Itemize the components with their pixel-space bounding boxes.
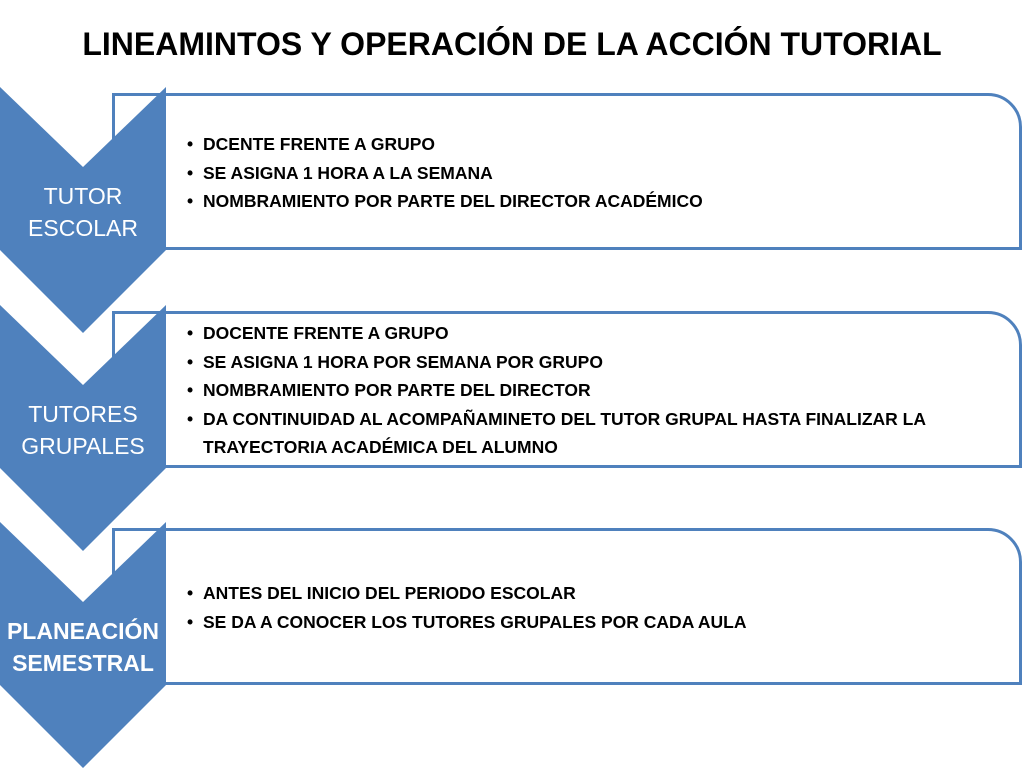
- chevron-label-line: TUTOR: [43, 183, 123, 209]
- section-box-planeacion-semestral: [112, 528, 1022, 685]
- list-item: • DOCENTE FRENTE A GRUPO: [187, 319, 995, 348]
- list-item: • NOMBRAMIENTO POR PARTE DEL DIRECTOR: [187, 376, 995, 405]
- chevron-label-line: PLANEACIÓN: [6, 618, 160, 644]
- list-item: • ANTES DEL INICIO DEL PERIODO ESCOLAR: [187, 579, 995, 608]
- section-box-tutores-grupales: [112, 311, 1022, 468]
- chevron-label-planeacion-semestral: [0, 615, 166, 679]
- chevron-label-tutores-grupales: [0, 398, 166, 462]
- slide-title: LINEAMINTOS Y OPERACIÓN DE LA ACCIÓN TUTORIAL: [82, 26, 942, 62]
- section-items-tutor-escolar: [187, 130, 995, 216]
- list-item: • DCENTE FRENTE A GRUPO: [187, 130, 995, 159]
- section-items-planeacion-semestral: [187, 579, 995, 636]
- list-item: • DA CONTINUIDAD AL ACOMPAÑAMINETO DEL TUTOR GRUPAL HASTA FINALIZAR LA TRAYECTORIA ACADÉMICA DEL ALUMNO: [187, 405, 995, 462]
- chevron-label-line: SEMESTRAL: [12, 650, 154, 676]
- chevron-label-line: GRUPALES: [21, 433, 145, 459]
- list-item: • SE DA A CONOCER LOS TUTORES GRUPALES POR CADA AULA: [187, 608, 995, 637]
- chevron-label-line: ESCOLAR: [28, 215, 138, 241]
- chevron-label-tutor-escolar: [0, 180, 166, 244]
- list-item: • SE ASIGNA 1 HORA A LA SEMANA: [187, 159, 995, 188]
- list-item: • SE ASIGNA 1 HORA POR SEMANA POR GRUPO: [187, 348, 995, 377]
- section-items-tutores-grupales: [187, 319, 995, 462]
- section-box-tutor-escolar: [112, 93, 1022, 250]
- list-item: • NOMBRAMIENTO POR PARTE DEL DIRECTOR ACADÉMICO: [187, 187, 995, 216]
- chevron-label-line: TUTORES: [28, 401, 138, 427]
